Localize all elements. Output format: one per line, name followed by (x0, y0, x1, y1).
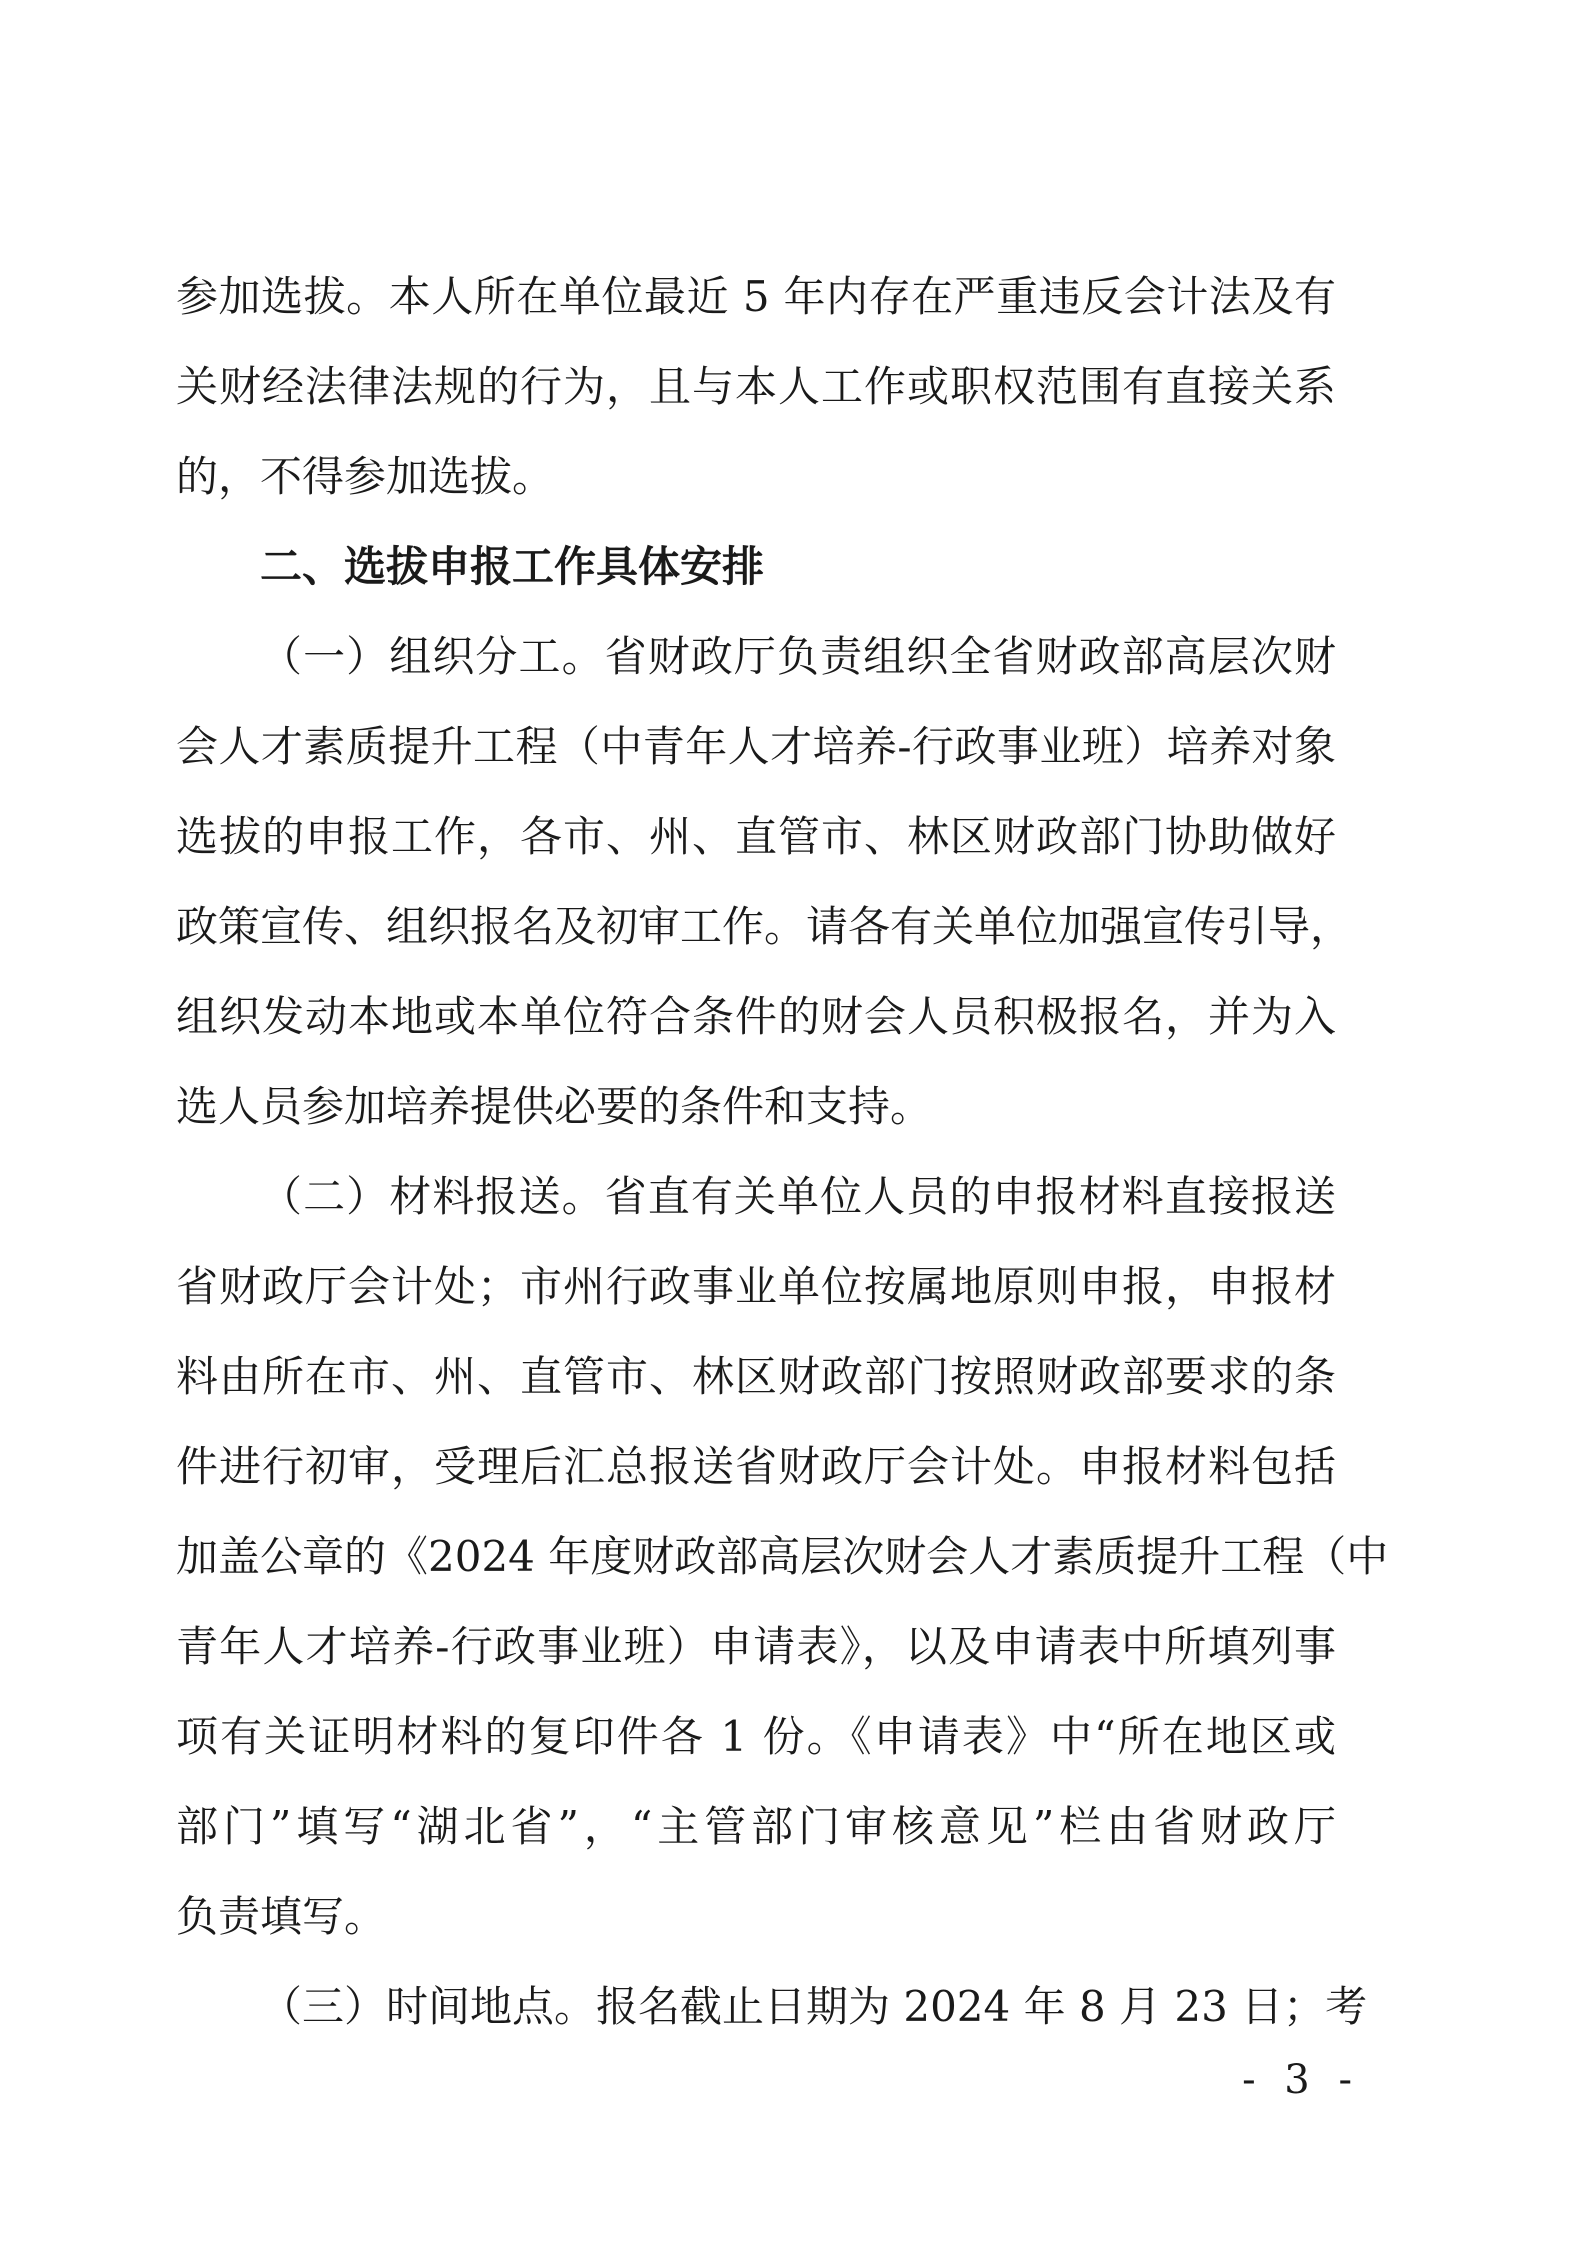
paragraph-line-1: 参加选拔。本人所在单位最近 5 年内存在严重违反会计法及有 (176, 272, 1336, 321)
paragraph-line-11: （二）材料报送。省直有关单位人员的申报材料直接报送 (260, 1172, 1336, 1221)
paragraph-line-6: 会人才素质提升工程（中青年人才培养-行政事业班）培养对象 (176, 722, 1336, 771)
paragraph-line-7: 选拔的申报工作，各市、州、直管市、林区财政部门协助做好 (176, 812, 1336, 861)
paragraph-line-16: 青年人才培养-行政事业班）申请表》，以及申请表中所填列事 (176, 1622, 1336, 1671)
paragraph-line-14: 件进行初审，受理后汇总报送省财政厅会计处。申报材料包括 (176, 1442, 1336, 1491)
paragraph-line-20: （三）时间地点。报名截止日期为 2024 年 8 月 23 日；考 (260, 1982, 1368, 2031)
paragraph-line-5: （一）组织分工。省财政厅负责组织全省财政部高层次财 (260, 632, 1336, 681)
paragraph-line-3: 的，不得参加选拔。 (176, 452, 555, 501)
paragraph-line-18: 部门”填写“湖北省”，“主管部门审核意见”栏由省财政厅 (176, 1802, 1336, 1851)
paragraph-line-9: 组织发动本地或本单位符合条件的财会人员积极报名，并为入 (176, 992, 1336, 1041)
paragraph-line-8: 政策宣传、组织报名及初审工作。请各有关单位加强宣传引导， (176, 902, 1353, 951)
paragraph-line-10: 选人员参加培养提供必要的条件和支持。 (176, 1082, 933, 1131)
paragraph-line-13: 料由所在市、州、直管市、林区财政部门按照财政部要求的条 (176, 1352, 1336, 1401)
paragraph-line-19: 负责填写。 (176, 1892, 387, 1941)
paragraph-line-15: 加盖公章的《2024 年度财政部高层次财会人才素质提升工程（中 (176, 1532, 1389, 1581)
document-body (176, 252, 1389, 2052)
paragraph-line-17: 项有关证明材料的复印件各 1 份。《申请表》中“所在地区或 (176, 1712, 1336, 1761)
paragraph-line-2: 关财经法律法规的行为，且与本人工作或职权范围有直接关系 (176, 362, 1336, 411)
section-heading: 二、选拔申报工作具体安排 (260, 542, 765, 591)
paragraph-line-12: 省财政厅会计处；市州行政事业单位按属地原则申报，申报材 (176, 1262, 1336, 1311)
page-number: - 3 - (1242, 2057, 1360, 2103)
